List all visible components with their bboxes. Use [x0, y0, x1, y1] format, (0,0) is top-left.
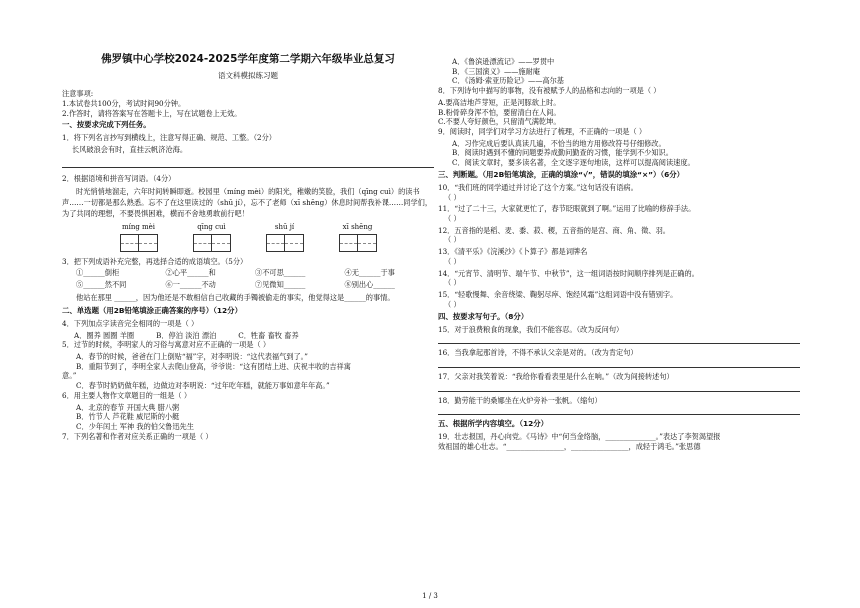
option-c[interactable]: C．《汤姆·索亚历险记》——高尔基	[452, 76, 564, 86]
option-b[interactable]: B．阅读时遇到不懂的问题要养成勤问勤查的习惯，能学到不少知识。	[452, 148, 673, 158]
writing-grid[interactable]	[339, 234, 377, 252]
question-4: 4．下列加点字读音完全相同的一项是（ ）	[62, 318, 199, 328]
answer-paren[interactable]: （ ）	[444, 299, 461, 309]
option-b[interactable]: B．竹节人 芦花鞋 威尼斯的小艇	[76, 412, 180, 422]
option-b[interactable]: B.粉骨碎身浑不怕，要留清白在人间。	[438, 107, 561, 117]
notice-heading: 注意事项:	[62, 89, 94, 99]
judge-item: 10．“我们班的同学通过并讨论了这个方案。”这句话没有语病。	[438, 182, 638, 192]
option-c[interactable]: C．春节时奶奶做年糕，边做边对李明说：“过年吃年糕，就能万事如意年年高。”	[76, 381, 330, 391]
option-c[interactable]: C．少年闰土 军神 我的伯父鲁迅先生	[76, 421, 194, 431]
option-c[interactable]: C．牲畜 畜牧 畜养	[238, 330, 299, 340]
answer-line[interactable]	[438, 336, 800, 344]
question-3-fill: 他站在那里 ______，因为他还是不敢相信自己收藏的手镯被偷走的事实，他觉得这是______的事情。	[76, 292, 395, 302]
pinyin-label: xī shēng	[342, 223, 373, 232]
answer-paren[interactable]: （ ）	[444, 192, 461, 202]
idiom-blank[interactable]: ⑤______然不同	[76, 279, 127, 289]
idiom-blank[interactable]: ③不可思______	[255, 268, 306, 278]
fill-item[interactable]: 效祖国的雄心壮志。“________________，________________，成轻于鸿毛。”张思德	[438, 442, 701, 452]
judge-item: 12．五音指的是稻、麦、黍、菽、稷，五音指的是宫、商、角、徵、羽。	[438, 225, 670, 235]
pinyin-box	[266, 223, 304, 251]
exam-title: 佛罗镇中心学校2024-2025学年度第二学期六年级毕业总复习	[101, 53, 395, 65]
answer-line[interactable]	[438, 360, 800, 368]
idiom-blank[interactable]: ⑦见微知______	[255, 279, 306, 289]
option-b[interactable]: B．停泊 淡泊 漂泊	[156, 330, 217, 340]
pinyin-label: qīng cuì	[197, 223, 226, 232]
answer-line[interactable]	[62, 158, 434, 168]
question-7: 7．下列名著和作者对应关系正确的一项是（ ）	[62, 431, 213, 441]
option-c[interactable]: C．阅读文章时，要多读名著，全文逐字逐句地读，这样可以提高阅读速度。	[452, 158, 695, 168]
pinyin-label: shū jí	[274, 223, 295, 232]
notice-item: 2.作答时，请将答案写在答题卡上，写在试题卷上无效。	[62, 108, 242, 118]
question-5: 5．过节的时候，李明家人的习俗与寓意对应不正确的一项是（ ）	[62, 340, 271, 350]
option-a[interactable]: A．圈养 圆圈 羊圈	[74, 330, 135, 340]
question-6: 6．用主要人物作文章题目的一组是（ ）	[62, 390, 192, 400]
judge-item: 11．“过了二十三，大家就更忙了，春节眨眼就到了啊。”运用了比喻的修辞手法。	[438, 204, 696, 214]
question-2-passage: 时光悄悄地溜走，六年时间转瞬即逝。校园里（míng mèi）的阳光，稚嫩的笑脸，我们（qīng cuì）的读书声……一切都是那么熟悉。忘不了在这里读过的（shū jí），忘不了老师（xī shēng）休息时间帮我补课……同学们，为了共同的理想，不要畏惧困难，横而不舍地勇敢前行吧！	[62, 186, 433, 218]
question-3: 3．把下列成语补充完整，再选择合适的成语填空。（5分）	[62, 256, 248, 266]
judge-item: 13．《清平乐》《浣溪沙》《卜算子》都是词牌名	[438, 247, 588, 257]
pinyin-box	[193, 223, 231, 251]
answer-line[interactable]	[438, 407, 800, 415]
option-a[interactable]: A．北京的春节 开国大典 腊八粥	[76, 402, 180, 412]
answer-paren[interactable]: （ ）	[444, 256, 461, 266]
exam-subtitle: 语文科模拟练习题	[218, 71, 278, 81]
option-b[interactable]: B．《三国演义》——施耐庵	[452, 66, 540, 76]
answer-paren[interactable]: （ ）	[444, 235, 461, 245]
idiom-blank[interactable]: ②心平______和	[165, 268, 216, 278]
idiom-blank[interactable]: ①______倒柜	[76, 268, 120, 278]
section-3-heading: 三、判断题。（用2B铅笔填涂，正确的填涂“√”，错误的填涂“×”）（6分）	[438, 169, 685, 179]
left-column	[62, 52, 434, 443]
section-1-heading: 一、按要求完成下列任务。	[62, 120, 151, 130]
idiom-grid	[62, 268, 434, 289]
answer-paren[interactable]: （ ）	[444, 278, 461, 288]
fill-item[interactable]: 19．壮志报国，丹心向党。《马诗》中“何当金络脑，______________。”表达了李贺渴望报	[438, 432, 721, 442]
idiom-blank[interactable]: ④无______于事	[344, 268, 395, 278]
rewrite-item: 16．当我拿起那首诗，不得不承认父亲是对的。（改为肯定句）	[438, 348, 638, 358]
option-a[interactable]: A．习作完成后要认真读几遍，不恰当的地方用修改符号仔细修改。	[452, 138, 666, 148]
option-a[interactable]: A．春节的时候，爸爸在门上倒贴“福”字，对李明说：“这代表福气到了。”	[76, 351, 308, 361]
option-a[interactable]: A．《鲁滨逊漂流记》——罗贯中	[452, 57, 555, 66]
pinyin-box	[120, 223, 158, 251]
idiom-blank[interactable]: ⑥一______不动	[165, 279, 216, 289]
rewrite-item: 15．对于浪费粮食的现象，我们不能容忍。（改为反问句）	[438, 324, 624, 334]
judge-item: 15．“轻歌慢舞、余音绕梁、鞠躬尽瘁、饱经风霜”这组词语中没有错别字。	[438, 290, 678, 300]
question-2: 2．根据语境和拼音写词语。（4分）	[62, 173, 176, 183]
writing-grid[interactable]	[193, 234, 231, 252]
question-1: 1．将下列名言抄写到横线上，注意写得正确、规范、工整。（2分）	[62, 133, 276, 143]
idiom-blank[interactable]: ⑧别出心______	[344, 279, 395, 289]
option-c[interactable]: C.不要人夸好颜色，只留清气满乾坤。	[438, 117, 561, 127]
writing-grid[interactable]	[266, 234, 304, 252]
judge-item: 14．“元宵节、清明节、端午节、中秋节”，这一组词语按时间顺序排列是正确的。	[438, 268, 699, 278]
notice-item: 1.本试卷共100分，考试时间90分钟。	[62, 99, 186, 109]
rewrite-item: 18．勤劳能干的桑娜坐在火炉旁补一张帆。（缩句）	[438, 395, 602, 405]
pinyin-grid-row	[62, 223, 434, 251]
question-9: 9．阅读时，同学们对学习方法进行了梳理，不正确的一项是（ ）	[438, 127, 647, 137]
writing-grid[interactable]	[120, 234, 158, 252]
question-8: 8．下列诗句中描写的事物，没有被赋予人的品格和志向的一项是（ ）	[438, 86, 661, 96]
section-4-heading: 四、按要求写句子。（8分）	[438, 311, 529, 321]
question-4-options	[62, 331, 434, 341]
answer-line[interactable]	[438, 384, 800, 392]
page-number: 1 / 3	[422, 592, 438, 600]
option-b-cont: 意。”	[62, 371, 77, 381]
section-5-heading: 五、根据所学内容填空。（12分）	[438, 419, 549, 429]
option-b[interactable]: B．重阳节到了，李明全家人去爬山登高，爷爷说：“这有团结上进、庆祝丰收的吉祥寓	[76, 361, 351, 371]
section-2-heading: 二、单选题（用2B铅笔填涂正确答案的序号）（12分）	[62, 305, 242, 315]
right-column	[438, 5, 800, 452]
answer-paren[interactable]: （ ）	[444, 214, 461, 224]
pinyin-label: míng mèi	[121, 223, 156, 232]
rewrite-item: 17．父亲对我笑着说：“我给你看看表里是什么在响。”（改为间接转述句）	[438, 371, 674, 381]
option-a[interactable]: A.要高洁地芦芽短，正是河豚欲上时。	[438, 97, 561, 107]
question-1-quote: 长风破浪会有时，直挂云帆济沧海。	[72, 145, 188, 155]
pinyin-box	[339, 223, 377, 251]
